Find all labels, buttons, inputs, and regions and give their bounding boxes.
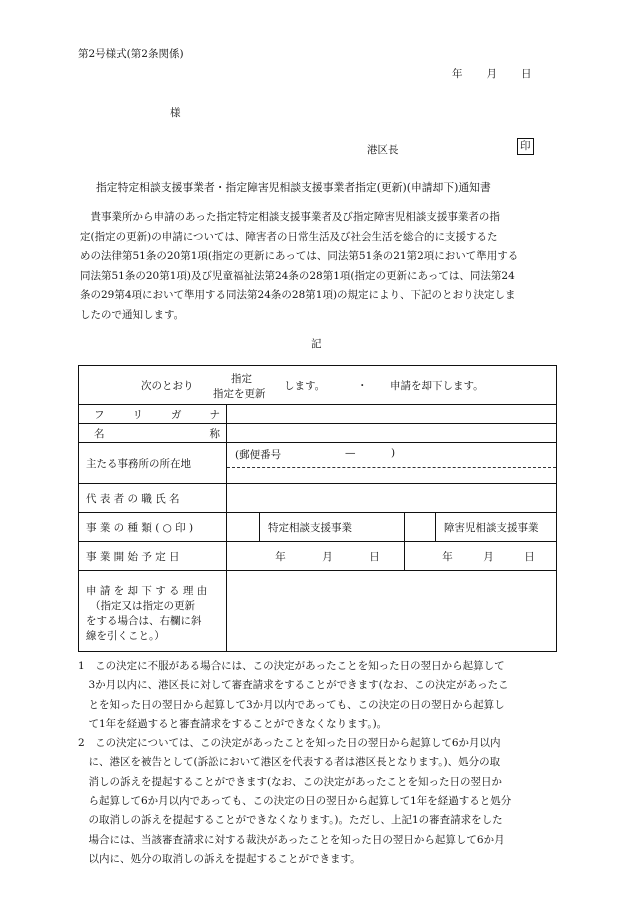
date-year: 年 [452,68,463,80]
type-1-mark[interactable] [227,513,260,542]
postal-label: (郵便番号 [235,449,282,461]
furigana-char: ガ [171,408,182,421]
note-line: 1 この決定に不服がある場合には、この決定があったことを知った日の翌日から起算して [78,660,505,672]
type-2-label: 障害児相談支援事業 [436,513,557,542]
note-line: の取消しの訴えを提起することができなくなります。)。ただし、上記1の審査請求をした [78,814,503,827]
decision-suffix: します。 [284,380,326,392]
body-line: 条の29第4項において準用する同法第24条の28第1項)の規定により、下記のとおり決定しま [80,289,516,301]
business-type-row [79,513,557,542]
decision-cell [79,366,557,405]
document-title: 指定特定相談支援事業者・指定障害児相談支援事業者指定(更新)(申請却下)通知書 [96,181,491,194]
name-char: 称 [209,427,220,440]
start-date-label: 事 業 開 始 予 定 日 [79,542,227,571]
note-line: て1年を経過すると審査請求をすることができなくなります。)。 [78,717,388,730]
furigana-row [79,405,557,424]
decision-separator: ・ [357,380,368,392]
start-year: 年 [275,550,286,563]
note-line: とを知った日の翌日から起算して3か月以内であっても、この決定の日の翌日から起算し [78,698,505,711]
body-line: めの法律第51条の20第1項(指定の更新にあっては、同法第51条の21第2項において準用する [80,250,519,262]
name-row [79,424,557,443]
type-1-label: 特定相談支援事業 [260,513,405,542]
address-dashed-line [227,467,556,468]
representative-row [79,484,557,513]
body-line: 貴事業所から申請のあった指定特定相談支援事業者及び指定障害児相談支援事業者の指 [80,211,500,223]
start-month: 月 [322,550,333,563]
decision-prefix: 次のとおり [141,380,194,392]
start-date-field[interactable] [227,542,405,571]
postal-close: ) [391,447,396,459]
date-day: 日 [521,68,532,80]
reason-label [79,571,227,652]
postal-dash: — [345,447,356,459]
name-field[interactable] [227,424,557,443]
start-day: 日 [369,550,380,563]
application-table [78,365,557,652]
note-line: ら起算して6か月以内であっても、この決定の日の翌日から起算して1年を経過すると処分 [78,795,512,808]
date-line [452,66,532,81]
start-date-field-2[interactable] [405,542,557,571]
representative-label: 代 表 者 の 職 氏 名 [79,484,227,513]
start-date-row [79,542,557,571]
body-line: 定(指定の更新)の申請については、障害者の日常生活及び社会生活を総合的に支援するた [80,230,498,243]
reason-line: （指定又は指定の更新 [90,600,195,612]
notes [78,657,558,869]
furigana-label [79,405,227,424]
office-field[interactable] [227,443,557,484]
start-month-2: 月 [483,550,494,563]
decision-option-designate: 指定 [231,373,252,385]
note-line: 3か月以内に、港区長に対して審査請求をすることができます(なお、この決定があったこ [78,679,509,692]
office-label: 主たる事務所の所在地 [79,443,227,484]
name-label [79,424,227,443]
note-line: に、港区を被告として(訴訟において港区を代表する者は港区長となります。)、処分の取 [78,756,501,769]
reason-line: 線を引くこと。） [86,630,165,642]
reason-line: 申 請 を 却 下 す る 理 由 [86,585,208,597]
sender: 港区長 [367,144,399,156]
business-type-label: 事 業 の 種 類 ( ○ 印 ) [79,513,227,542]
type-2-mark[interactable] [405,513,436,542]
decision-reject: 申請を却下します。 [390,380,484,392]
furigana-char: フ [94,408,105,421]
body-line: したので通知します。 [80,308,185,321]
body-paragraph [80,208,552,325]
note-line: 消しの訴えを提起することができます(なお、この決定があったことを知った日の翌日か [78,775,502,788]
start-day-2: 日 [524,550,535,563]
decision-option-renew: 指定を更新 [213,388,266,400]
ki-heading: 記 [311,338,322,350]
note-line: 場合には、当該審査請求に対する裁決があったことを知った日の翌日から起算して6か月 [78,833,505,846]
name-char: 名 [94,427,105,440]
seal-mark: 印 [517,138,534,155]
form-number: 第2号様式(第2条関係) [78,48,184,60]
addressee: 様 [170,107,181,119]
office-row [79,443,557,484]
body-line: 同法第51条の20第1項)及び児童福祉法第24条の28第1項(指定の更新にあっては、同法第24 [80,269,515,282]
representative-field[interactable] [227,484,557,513]
decision-row [79,366,557,405]
reason-line: をする場合は、右欄に斜 [86,615,202,627]
date-month: 月 [486,68,497,80]
note-line: 2 この決定については、この決定があったことを知った日の翌日から起算して6か月以内 [78,737,501,750]
furigana-field[interactable] [227,405,557,424]
furigana-char: ナ [209,408,220,421]
note-line: 以内に、処分の取消しの訴えを提起することができます。 [78,852,361,865]
furigana-char: リ [132,408,143,421]
start-year-2: 年 [442,550,453,563]
reason-field[interactable] [227,571,557,652]
reason-row [79,571,557,652]
